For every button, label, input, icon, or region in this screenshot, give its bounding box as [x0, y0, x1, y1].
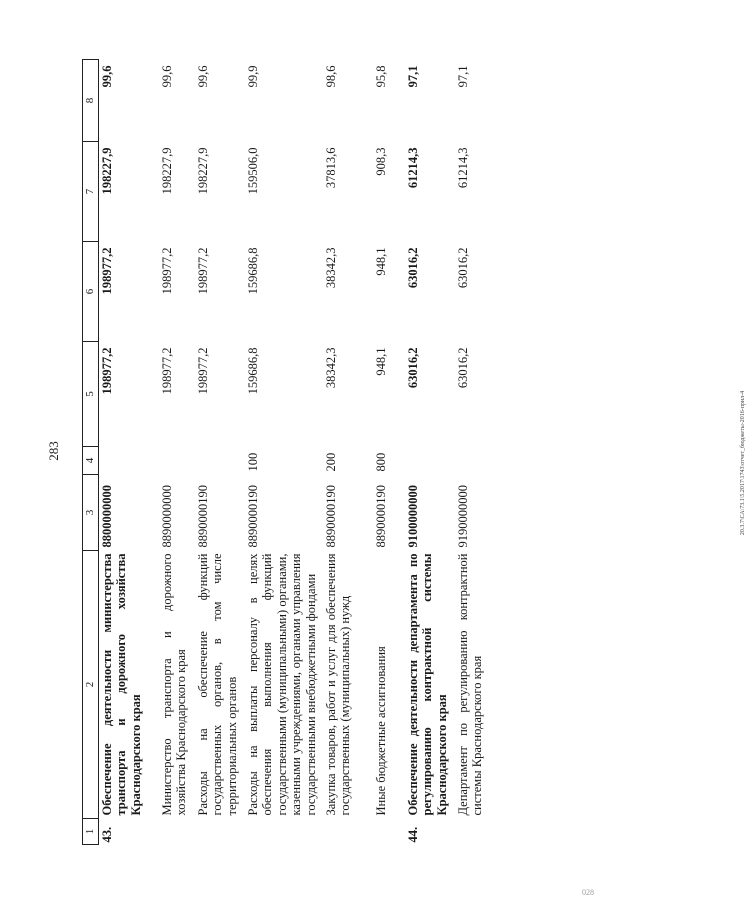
- row-executed: 198227,9: [195, 147, 210, 195]
- row-expense-type: 100: [245, 452, 260, 472]
- row-plan: 38342,3: [323, 347, 338, 389]
- table-row: [405, 60, 455, 845]
- row-percent: 99,9: [245, 65, 260, 88]
- row-refined-plan: 198977,2: [99, 247, 114, 295]
- row-percent: 99,6: [195, 65, 210, 88]
- row-index: [159, 819, 195, 845]
- row-code: 9190000000: [455, 485, 470, 548]
- row-executed: 37813,6: [323, 147, 338, 189]
- row-code: 9100000000: [405, 485, 420, 548]
- row-executed: 159506,0: [245, 147, 260, 195]
- budget-table: [82, 59, 505, 845]
- table-row: [373, 60, 405, 845]
- row-plan: 198977,2: [159, 347, 174, 395]
- row-plan: 948,1: [373, 347, 388, 376]
- row-refined-plan: 159686,8: [245, 247, 260, 295]
- row-refined-plan: 38342,3: [323, 247, 338, 289]
- rotated-table-container: [82, 60, 587, 845]
- row-name: Обеспечение деятельности министерства транспорта и дорожного хозяйства Краснодарского края: [99, 553, 143, 816]
- header-row: [83, 60, 99, 845]
- table-row: [195, 60, 245, 845]
- row-name: Министерство транспорта и дорожного хозяйства Краснодарского края: [159, 553, 189, 816]
- row-expense-type: [195, 447, 245, 475]
- row-plan: 198977,2: [99, 347, 114, 395]
- row-name: Закупка товаров, работ и услуг для обеспечения государственных (муниципальных) нужд: [323, 553, 353, 816]
- footer-code: 20.3.7\СА\73.1\5.2017\1743\отчет_бюджеты-2016-прил-4: [740, 390, 746, 536]
- row-expense-type: [159, 447, 195, 475]
- row-index: 43.: [99, 826, 114, 843]
- row-plan: 63016,2: [405, 347, 420, 389]
- row-percent: 99,6: [159, 65, 174, 88]
- row-percent: 97,1: [405, 65, 420, 88]
- row-percent: 99,6: [99, 65, 114, 88]
- row-index: 44.: [405, 826, 420, 843]
- table-row: [245, 60, 323, 845]
- row-name: Департамент по регулированию контрактной системы Краснодарского края: [455, 553, 485, 816]
- row-name: Расходы на выплаты персоналу в целях обеспечения выполнения функций государственными (муниципальными) органами, казенными учреждениями, органами управления государственными внебюджетными фондами: [245, 553, 318, 816]
- row-percent: 98,6: [323, 65, 338, 88]
- header-cell: 5: [83, 342, 99, 447]
- row-expense-type: 800: [373, 452, 388, 472]
- row-name: Обеспечение деятельности департамента по регулированию контрактной системы Краснодарского края: [405, 553, 449, 816]
- row-expense-type: [405, 447, 455, 475]
- row-code: 8890000000: [159, 485, 174, 548]
- header-cell: 4: [83, 447, 99, 475]
- header-cell: 1: [83, 819, 99, 845]
- header-cell: 2: [83, 551, 99, 819]
- table-body: [83, 60, 505, 845]
- row-code: 8890000190: [323, 485, 338, 548]
- row-executed: 61214,3: [455, 147, 470, 189]
- row-code: 8890000190: [373, 485, 388, 548]
- table-row: [159, 60, 195, 845]
- row-plan: 159686,8: [245, 347, 260, 395]
- row-executed: 61214,3: [405, 147, 420, 189]
- row-refined-plan: 198977,2: [195, 247, 210, 295]
- row-refined-plan: 198977,2: [159, 247, 174, 295]
- row-expense-type: [455, 447, 505, 475]
- header-cell: 6: [83, 242, 99, 342]
- header-cell: 3: [83, 475, 99, 551]
- row-code: 8800000000: [99, 485, 114, 548]
- header-cell: 8: [83, 60, 99, 142]
- row-index: [373, 819, 405, 845]
- row-expense-type: 200: [323, 452, 338, 472]
- row-plan: 198977,2: [195, 347, 210, 395]
- row-name: Иные бюджетные ассигнования: [373, 646, 388, 816]
- row-percent: 95,8: [373, 65, 388, 88]
- corner-mark: 028: [582, 888, 594, 897]
- row-refined-plan: 948,1: [373, 247, 388, 276]
- row-name: Расходы на обеспечение функций государственных органов, в том числе территориальных органов: [195, 553, 239, 816]
- table-row: [98, 60, 159, 845]
- table-row: [455, 60, 505, 845]
- row-refined-plan: 63016,2: [405, 247, 420, 289]
- row-index: [245, 819, 323, 845]
- row-percent: 97,1: [455, 65, 470, 88]
- table-row: [323, 60, 373, 845]
- row-expense-type: [98, 447, 159, 475]
- row-refined-plan: 63016,2: [455, 247, 470, 289]
- row-executed: 198227,9: [159, 147, 174, 195]
- row-executed: 198227,9: [99, 147, 114, 195]
- row-index: [195, 819, 245, 845]
- row-index: [323, 819, 373, 845]
- row-plan: 63016,2: [455, 347, 470, 389]
- row-executed: 908,3: [373, 147, 388, 176]
- row-index: [455, 819, 505, 845]
- header-cell: 7: [83, 142, 99, 242]
- row-code: 8890000190: [245, 485, 260, 548]
- row-code: 8890000190: [195, 485, 210, 548]
- page-number: 283: [46, 441, 61, 461]
